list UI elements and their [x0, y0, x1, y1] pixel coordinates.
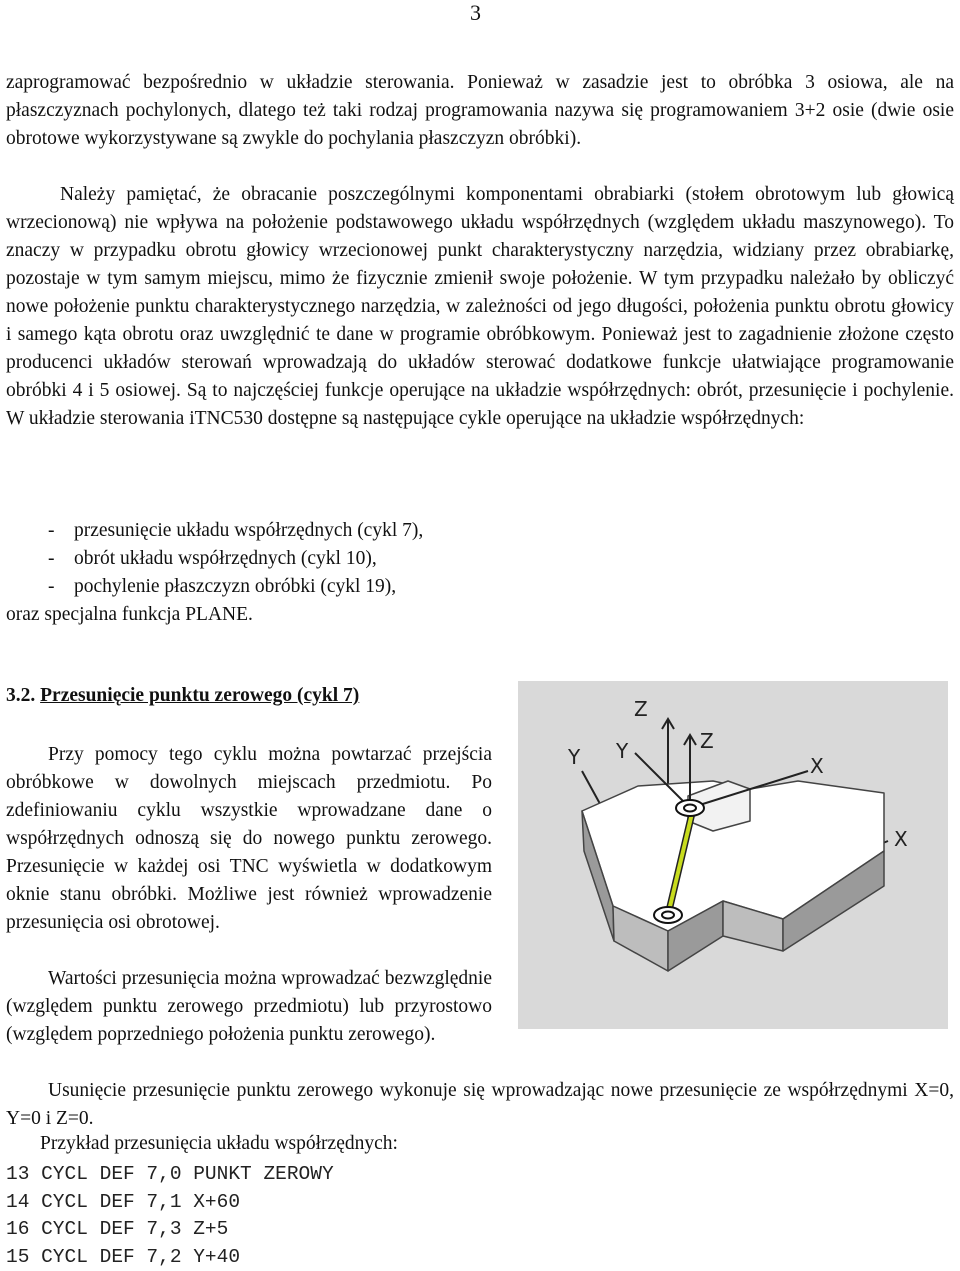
axis-label-z-inner: Z — [700, 729, 714, 753]
paragraph-intro: zaprogramować bezpośrednio w układzie sterowania. Ponieważ w zasadzie jest to obróbka 3 osiowa, ale na płaszczyznach pochylonych, dlatego też taki rodzaj programowania nazywa się programowaniem 3+2 osie (dwie osie obrotowe wykorzystywane są zwykle do pochylania płaszczyzn obróbki). — [6, 69, 954, 153]
paragraph-cycle-description: Przy pomocy tego cyklu można powtarzać przejścia obróbkowe w dowolnych miejscach przedmiotu. Po zdefiniowaniu cyklu wszystkie wprowadzane dane o współrzędnych odnoszą się do nowego punktu zerowego. Przesunięcie w każdej osi TNC wyświetla w dodatkowym oknie stanu obróbki. Możliwe jest również wprowadzenie przesunięcia osi obrotowej. — [6, 741, 492, 937]
list-item: - przesunięcie układu współrzędnych (cykl 7), — [6, 517, 906, 545]
datum-shift-figure — [518, 681, 948, 1029]
axis-label-x-inner: X — [810, 754, 824, 778]
page-number: 3 — [470, 0, 481, 26]
code-listing — [6, 1161, 334, 1271]
section-heading — [6, 685, 359, 707]
axis-label-y-inner: Y — [615, 739, 629, 763]
list-item: - obrót układu współrzędnych (cykl 10), — [6, 545, 906, 573]
axis-label-y-outer: Y — [567, 745, 581, 769]
code-line: 13 CYCL DEF 7,0 PUNKT ZEROWY — [6, 1161, 334, 1189]
axis-label-x-outer: X — [894, 827, 908, 851]
axis-label-z-outer: Z — [634, 697, 648, 721]
example-label: Przykład przesunięcia układu współrzędnych: — [40, 1133, 398, 1155]
code-line: 16 CYCL DEF 7,3 Z+5 — [6, 1216, 334, 1244]
section-number: 3.2. — [6, 685, 35, 706]
section-title: Przesunięcie punktu zerowego (cykl 7) — [40, 685, 359, 706]
cycle-list — [6, 517, 906, 601]
paragraph-coordinate-systems: Należy pamiętać, że obracanie poszczególnymi komponentami obrabiarki (stołem obrotowym lub głowicą wrzecionową) nie wpływa na położenie podstawowego układu współrzędnych (względem układu maszynowego). To znaczy w przypadku obrotu głowicy wrzecionowej punkt charakterystyczny narzędzia, widziany przez obrabiarkę, pozostaje w tym samym miejscu, mimo że fizycznie zmienił swoje położenie. W tym przypadku należało by obliczyć nowe położenie punktu charakterystycznego narzędzia, w zależności od jego długości, położenia punktu obrotu głowicy i samego kąta obrotu oraz uwzględnić te dane w programie obróbkowym. Ponieważ jest to zagadnienie złożone często producenci układów sterowań wprowadzają do układów sterować dodatkowe funkcje ułatwiające programowanie obróbki 4 i 5 osiowej. Są to najczęściej funkcje operujące na układzie współrzędnych: obrót, przesunięcie i pochylenie. W układzie sterowania iTNC530 dostępne są następujące cykle operujące na układzie współrzędnych: — [6, 181, 954, 433]
code-line: 15 CYCL DEF 7,2 Y+40 — [6, 1244, 334, 1271]
paragraph-offset-values: Wartości przesunięcia można wprowadzać bezwzględnie (względem punktu zerowego przedmiotu) lub przyrostowo (względem poprzedniego położenia punktu zerowego). — [6, 965, 492, 1049]
closing-line: oraz specjalna funkcja PLANE. — [6, 601, 253, 629]
list-item: - pochylenie płaszczyzn obróbki (cykl 19), — [6, 573, 906, 601]
paragraph-reset-offset: Usunięcie przesunięcie punktu zerowego wykonuje się wprowadzając nowe przesunięcie ze współrzędnymi X=0, Y=0 i Z=0. — [6, 1077, 954, 1133]
code-line: 14 CYCL DEF 7,1 X+60 — [6, 1189, 334, 1217]
